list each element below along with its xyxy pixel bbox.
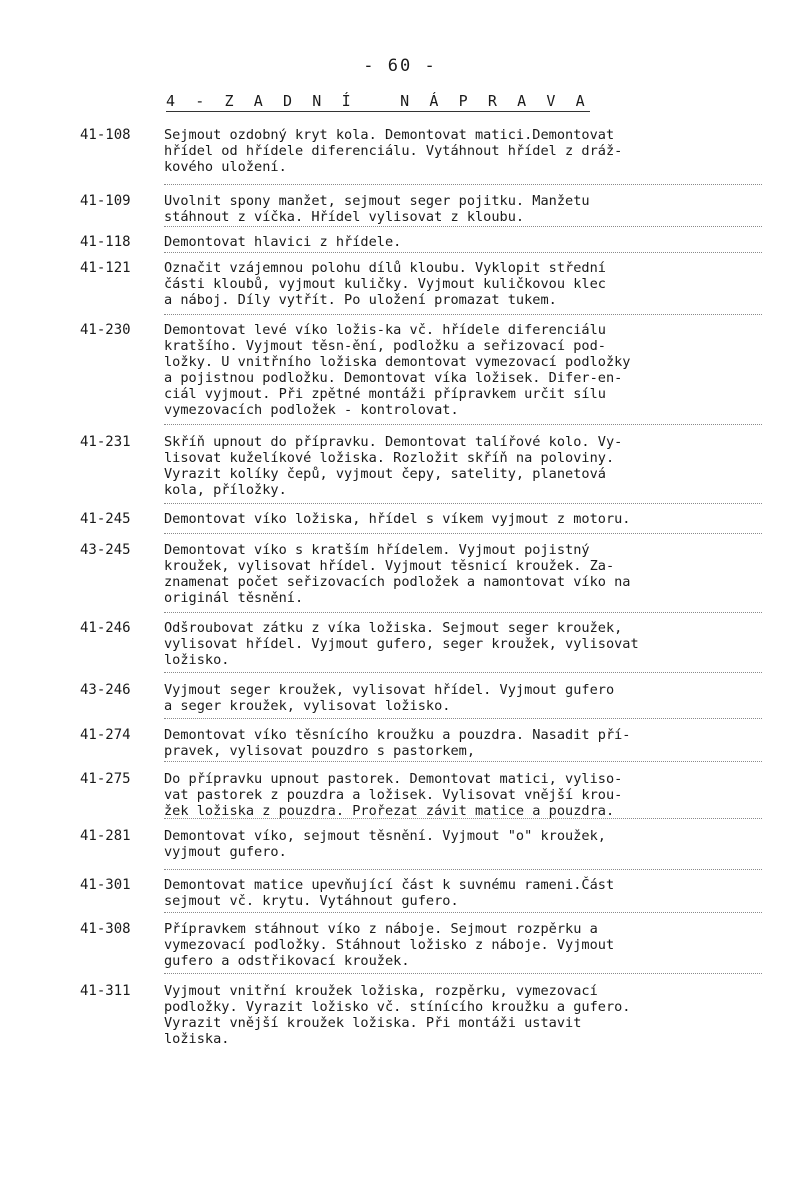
- operation-description: Demontovat víko těsnícího kroužku a pouzdra. Nasadit pří- pravek, vylisovat pouzdro s pastorkem,: [164, 727, 631, 759]
- operation-description: Demontovat víko, sejmout těsnění. Vyjmout "o" kroužek, vyjmout gufero.: [164, 828, 606, 860]
- entry-separator: [164, 761, 762, 762]
- entry-separator: [164, 869, 762, 870]
- operation-description: Odšroubovat zátku z víka ložiska. Sejmout seger kroužek, vylisovat hřídel. Vyjmout gufero, seger kroužek, vylisovat ložisko.: [164, 620, 639, 668]
- operation-description: Demontovat víko ložiska, hřídel s víkem vyjmout z motoru.: [164, 511, 631, 527]
- operation-description: Přípravkem stáhnout víko z náboje. Sejmout rozpěrku a vymezovací podložky. Stáhnout ložisko z náboje. Vyjmout gufero a odstřikovací kroužek.: [164, 921, 615, 969]
- operation-code: 41-230: [80, 322, 131, 338]
- operation-code: 41-109: [80, 193, 131, 209]
- operation-code: 43-246: [80, 682, 131, 698]
- operation-code: 41-311: [80, 983, 131, 999]
- operation-code: 41-245: [80, 511, 131, 527]
- operation-code: 41-308: [80, 921, 131, 937]
- operation-description: Demontovat levé víko ložis-ka vč. hřídele diferenciálu kratšího. Vyjmout těsn-ění, podložku a seřizovací pod- ložky. U vnitřního ložiska demontovat vymezovací podložky a pojistnou podložku. Demontovat víka ložisek. Difer-en- ciál vyjmout. Při zpětné montáži přípravkem určit sílu vymezovacích podložek - kontrolovat.: [164, 322, 631, 418]
- operation-description: Do přípravku upnout pastorek. Demontovat matici, vyliso- vat pastorek z pouzdra a ložisek. Vylisovat vnější krou- žek ložiska z pouzdra. Prořezat závit matice a pouzdra.: [164, 771, 623, 819]
- entry-separator: [164, 818, 762, 819]
- operation-description: Skříň upnout do přípravku. Demontovat talířové kolo. Vy- lisovat kuželíkové ložiska. Rozložit skříň na poloviny. Vyrazit kolíky čepů, vyjmout čepy, satelity, planetová kola, příložky.: [164, 434, 623, 498]
- operation-code: 41-121: [80, 260, 131, 276]
- entry-separator: [164, 226, 762, 227]
- operation-description: Uvolnit spony manžet, sejmout seger pojitku. Manžetu stáhnout z víčka. Hřídel vylisovat z kloubu.: [164, 193, 590, 225]
- operation-code: 43-245: [80, 542, 131, 558]
- operation-description: Demontovat matice upevňující část k suvnému rameni.Část sejmout vč. krytu. Vytáhnout gufero.: [164, 877, 615, 909]
- operation-code: 41-281: [80, 828, 131, 844]
- operation-code: 41-231: [80, 434, 131, 450]
- operation-code: 41-274: [80, 727, 131, 743]
- entry-separator: [164, 533, 762, 534]
- page-number: - 60 -: [363, 56, 437, 76]
- operation-description: Sejmout ozdobný kryt kola. Demontovat matici.Demontovat hřídel od hřídele diferenciálu. Vytáhnout hřídel z dráž- kového uložení.: [164, 127, 623, 175]
- entry-separator: [164, 252, 762, 253]
- operation-description: Demontovat víko s kratším hřídelem. Vyjmout pojistný kroužek, vylisovat hřídel. Vyjmout těsnicí kroužek. Za- znamenat počet seřizovacích podložek a namontovat víko na originál těsnění.: [164, 542, 631, 606]
- entry-separator: [164, 973, 762, 974]
- entry-separator: [164, 672, 762, 673]
- entry-separator: [164, 314, 762, 315]
- operation-description: Vyjmout vnitřní kroužek ložiska, rozpěrku, vymezovací podložky. Vyrazit ložisko vč. stínícího kroužku a gufero. Vyrazit vnější kroužek ložiska. Při montáži ustavit ložiska.: [164, 983, 631, 1047]
- operation-code: 41-301: [80, 877, 131, 893]
- section-title: 4 - Z A D N Í N Á P R A V A: [166, 92, 591, 110]
- entry-separator: [164, 503, 762, 504]
- operation-description: Označit vzájemnou polohu dílů kloubu. Vyklopit střední části kloubů, vyjmout kuličky. Vyjmout kuličkovou klec a náboj. Díly vytřít. Po uložení promazat tukem.: [164, 260, 606, 308]
- operation-code: 41-108: [80, 127, 131, 143]
- entry-separator: [164, 612, 762, 613]
- entry-separator: [164, 184, 762, 185]
- entry-separator: [164, 912, 762, 913]
- entry-separator: [164, 424, 762, 425]
- operation-code: 41-118: [80, 234, 131, 250]
- entry-separator: [164, 718, 762, 719]
- operation-code: 41-246: [80, 620, 131, 636]
- operation-description: Demontovat hlavici z hřídele.: [164, 234, 402, 250]
- operation-description: Vyjmout seger kroužek, vylisovat hřídel. Vyjmout gufero a seger kroužek, vylisovat ložisko.: [164, 682, 615, 714]
- operation-code: 41-275: [80, 771, 131, 787]
